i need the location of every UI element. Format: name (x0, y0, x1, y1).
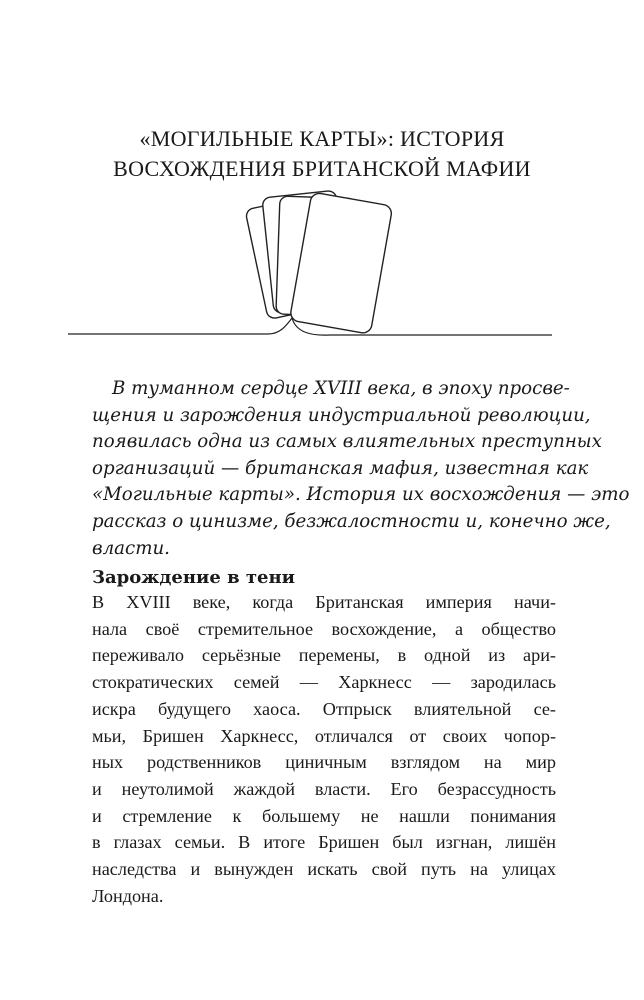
intro-line: появилась одна из самых влиятельных преступных (92, 431, 602, 453)
chapter-title-line-2: ВОСХОЖДЕНИЯ БРИТАНСКОЙ МАФИИ (113, 156, 531, 181)
body-line: в глазах семьи. В итоге Бришен был изгнан, лишён (92, 832, 556, 853)
chapter-title (40, 124, 604, 184)
body-line: В XVIII веке, когда Британская империя начи- (92, 592, 556, 612)
body-line: нала своё стремительное восхождение, а общество (92, 618, 556, 639)
intro-line: рассказ о цинизме, безжалостности и, конечно же, (92, 510, 611, 532)
body-line: искра будущего хаоса. Отпрыск влиятельной се- (92, 698, 556, 719)
body-line: и неутолимой жаждой власти. Его безрассудность (92, 778, 556, 799)
body-line: стократических семей — Харкнесс — зародилась (92, 672, 556, 693)
body-paragraph (92, 589, 556, 909)
playing-cards-icon (60, 186, 560, 346)
body-line: и стремление к большему не нашли понимания (92, 805, 556, 826)
body-line: мьи, Бришен Харкнесс, отличался от своих чопор- (92, 725, 556, 746)
chapter-title-line-1: «МОГИЛЬНЫЕ КАРТЫ»: ИСТОРИЯ (139, 126, 505, 151)
intro-line: В туманном сердце XVIII века, в эпоху просве- (112, 378, 570, 399)
body-line: наследства и вынужден искать свой путь на улицах (92, 859, 556, 880)
body-line: ных родственников циничным взглядом на мир (92, 752, 556, 773)
intro-paragraph (92, 376, 630, 562)
section-heading: Зарождение в тени (92, 567, 296, 588)
intro-line: власти. (92, 537, 170, 559)
intro-line: щения и зарождения индустриальной революции, (92, 404, 591, 426)
intro-line: «Могильные карты». История их восхождения — это (92, 484, 630, 506)
intro-line: организаций — британская мафия, известная как (92, 457, 589, 479)
body-line: Лондона. (92, 885, 164, 906)
body-line: переживало серьёзные перемены, в одной из ари- (92, 645, 556, 666)
